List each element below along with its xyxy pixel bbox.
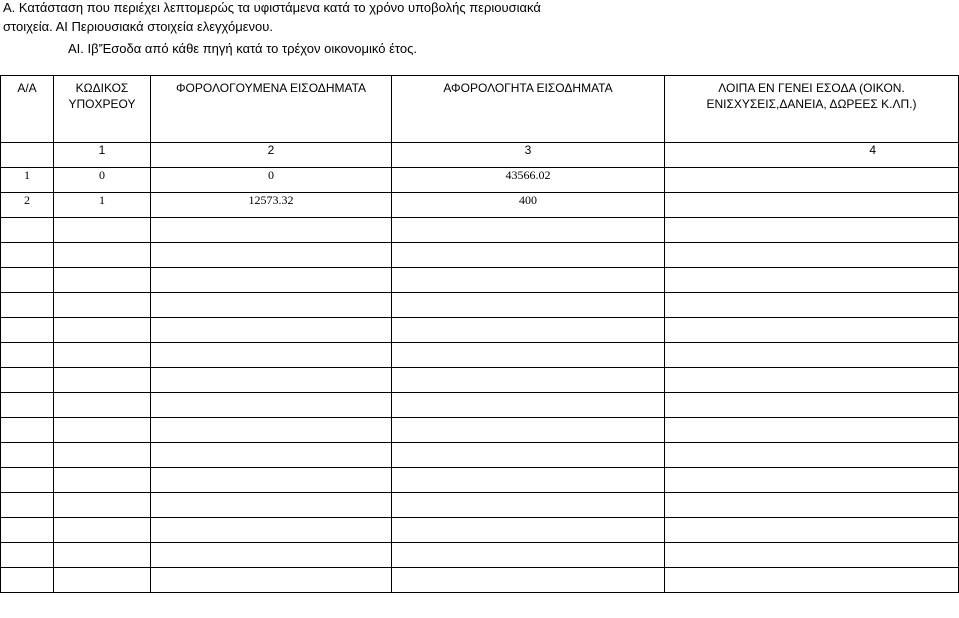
empty-row	[1, 543, 959, 568]
header-other-income: ΛΟΙΠΑ ΕΝ ΓΕΝΕΙ ΕΣΟΔΑ (ΟΙΚΟΝ. ΕΝΙΣΧΥΣΕΙΣ,ΔΑΝΕΙΑ, ΔΩΡΕΕΣ Κ.ΛΠ.)	[665, 76, 959, 143]
income-table	[0, 75, 959, 593]
header-code: ΚΩΔΙΚΟΣ ΥΠΟΧΡΕΟΥ	[54, 76, 151, 143]
heading-line-1: Α. Κατάσταση που περιέχει λεπτομερώς τα υφιστάμενα κατά το χρόνο υποβολής περιουσιακά	[3, 0, 541, 15]
table-row	[1, 193, 959, 218]
empty-row	[1, 568, 959, 593]
column-number-blank	[1, 143, 54, 168]
empty-row	[1, 393, 959, 418]
table-header-row	[1, 76, 959, 143]
table-row	[1, 168, 959, 193]
row-taxed: 0	[151, 168, 392, 193]
empty-row	[1, 218, 959, 243]
row-code: 1	[54, 193, 151, 218]
row-code: 0	[54, 168, 151, 193]
heading-line-2: στοιχεία. ΑΙ Περιουσιακά στοιχεία ελεγχόμενου.	[3, 19, 273, 34]
column-number-2: 2	[151, 143, 392, 168]
empty-row	[1, 518, 959, 543]
column-number-1: 1	[54, 143, 151, 168]
header-taxed-income: ΦΟΡΟΛΟΓΟΥΜΕΝΑ ΕΙΣΟΔΗΜΑΤΑ	[151, 76, 392, 143]
row-aa: 1	[1, 168, 54, 193]
row-aa: 2	[1, 193, 54, 218]
row-untaxed: 43566.02	[392, 168, 665, 193]
empty-row	[1, 318, 959, 343]
header-aa: Α/Α	[1, 76, 54, 143]
column-number-row	[1, 143, 959, 168]
row-untaxed: 400	[392, 193, 665, 218]
empty-row	[1, 293, 959, 318]
column-number-3: 3	[392, 143, 665, 168]
row-other	[665, 193, 959, 218]
empty-row	[1, 243, 959, 268]
empty-row	[1, 368, 959, 393]
empty-row	[1, 418, 959, 443]
empty-row	[1, 268, 959, 293]
empty-row	[1, 343, 959, 368]
empty-row	[1, 468, 959, 493]
empty-row	[1, 493, 959, 518]
column-number-4: 4	[665, 143, 959, 168]
row-other	[665, 168, 959, 193]
header-untaxed-income: ΑΦΟΡΟΛΟΓΗΤΑ ΕΙΣΟΔΗΜΑΤΑ	[392, 76, 665, 143]
row-taxed: 12573.32	[151, 193, 392, 218]
empty-row	[1, 443, 959, 468]
heading-line-3: ΑΙ. Ιβ'Έσοδα από κάθε πηγή κατά το τρέχον οικονομικό έτος.	[68, 41, 417, 56]
